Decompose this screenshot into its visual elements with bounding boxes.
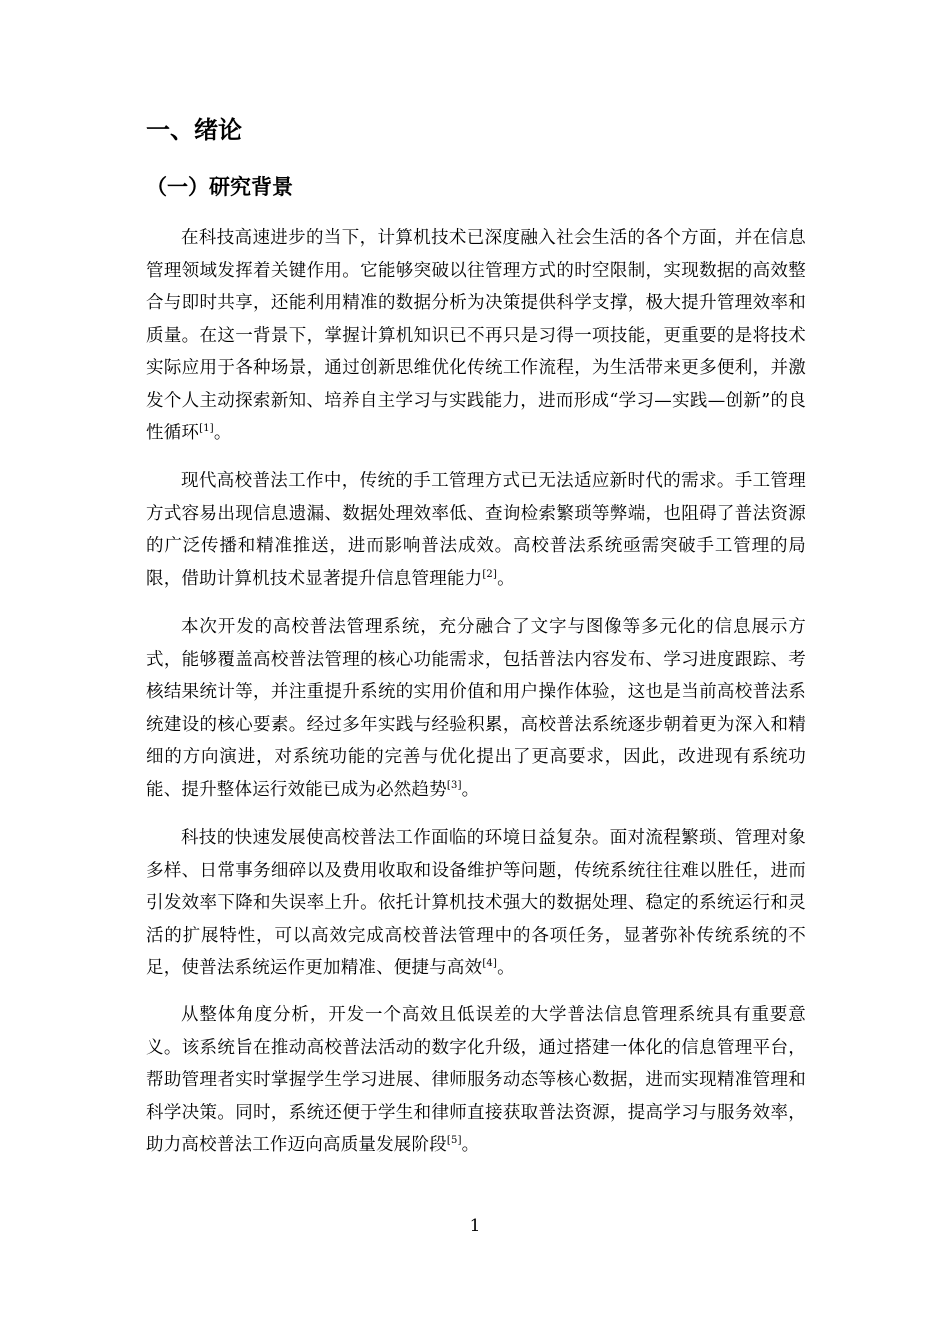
paragraph-text: 现代高校普法工作中，传统的手工管理方式已无法适应新时代的需求。手工管理方式容易出现信息遗漏、数据处理效率低、查询检索繁琐等弊端，也阻碍了普法资源的广泛传播和精准推送，进而影响普法成效。高校普法系统亟需突破手工管理的局限，借助计算机技术显著提升信息管理能力	[146, 471, 806, 589]
paragraph-3	[146, 611, 806, 806]
citation-ref-4: [4]	[482, 958, 498, 970]
chapter-title: 一、绪论	[146, 116, 242, 144]
section-title: （一）研究背景	[146, 175, 293, 199]
paragraph-1	[146, 222, 806, 450]
citation-ref-5: [5]	[446, 1135, 462, 1147]
paragraph-end: 。	[497, 958, 515, 978]
citation-ref-2: [2]	[482, 568, 498, 580]
paragraph-text: 在科技高速进步的当下，计算机技术已深度融入社会生活的各个方面，并在信息管理领域发挥着关键作用。它能够突破以往管理方式的时空限制，实现数据的高效整合与即时共享，还能利用精准的数据分析为决策提供科学支撑，极大提升管理效率和质量。在这一背景下，掌握计算机知识已不再只是习得一项技能，更重要的是将技术实际应用于各种场景，通过创新思维优化传统工作流程，为生活带来更多便利，并激发个人主动探索新知、培养自主学习与实践能力，进而形成“学习—实践—创新”的良性循环	[146, 228, 806, 443]
paragraph-2	[146, 465, 806, 595]
paragraph-5	[146, 999, 806, 1162]
citation-ref-1: [1]	[199, 423, 214, 435]
paragraph-text: 科技的快速发展使高校普法工作面临的环境日益复杂。面对流程繁琐、管理对象多样、日常事务细碎以及费用收取和设备维护等问题，传统系统往往难以胜任，进而引发效率下降和失误率上升。依托计算机技术强大的数据处理、稳定的系统运行和灵活的扩展特性，可以高效完成高校普法管理中的各项任务，显著弥补传统系统的不足，使普法系统运作更加精准、便捷与高效	[146, 828, 806, 978]
paragraph-text: 从整体角度分析，开发一个高效且低误差的大学普法信息管理系统具有重要意义。该系统旨在推动高校普法活动的数字化升级，通过搭建一体化的信息管理平台，帮助管理者实时掌握学生学习进展、律师服务动态等核心数据，进而实现精准管理和科学决策。同时，系统还便于学生和律师直接获取普法资源，提高学习与服务效率，助力高校普法工作迈向高质量发展阶段	[146, 1005, 806, 1155]
page-number: 1	[469, 1216, 481, 1236]
paragraph-end: 。	[213, 423, 232, 443]
paragraph-end: 。	[461, 779, 480, 800]
paragraph-end: 。	[497, 568, 515, 589]
citation-ref-3: [3]	[446, 779, 462, 791]
paragraph-4	[146, 822, 806, 985]
paragraph-end: 。	[461, 1135, 480, 1155]
paragraph-text: 本次开发的高校普法管理系统，充分融合了文字与图像等多元化的信息展示方式，能够覆盖高校普法管理的核心功能需求，包括普法内容发布、学习进度跟踪、考核结果统计等，并注重提升系统的实用价值和用户操作体验，这也是当前高校普法系统建设的核心要素。经过多年实践与经验积累，高校普法系统逐步朝着更为深入和精细的方向演进，对系统功能的完善与优化提出了更高要求，因此，改进现有系统功能、提升整体运行效能已成为必然趋势	[146, 617, 806, 800]
